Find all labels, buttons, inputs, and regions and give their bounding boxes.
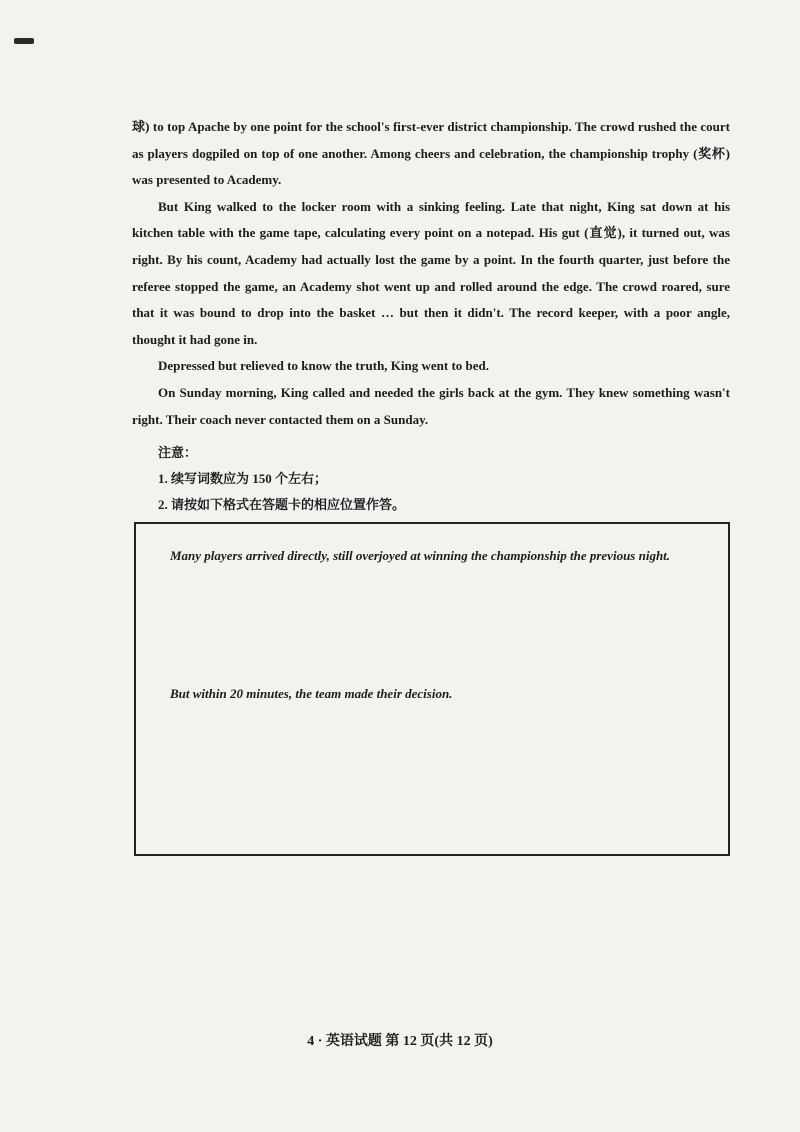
continuation-opening-sentence-2: But within 20 minutes, the team made their decision.: [170, 686, 453, 701]
instructions-heading: 注意：: [158, 445, 198, 460]
instruction-item-2: 2. 请按如下格式在答题卡的相应位置作答。: [158, 497, 406, 512]
instructions: [158, 440, 405, 518]
answer-box: [134, 522, 730, 856]
reading-passage: [132, 114, 730, 433]
passage-paragraph-4: On Sunday morning, King called and needed the girls back at the gym. They knew something wasn't right. Their coach never contacted them on a Sunday.: [132, 384, 730, 427]
scan-mark: [14, 38, 34, 44]
page-footer: 4 · 英语试题 第 12 页(共 12 页): [307, 1034, 493, 1049]
continuation-opening-sentence-1: Many players arrived directly, still overjoyed at winning the championship the previous night.: [170, 548, 671, 563]
passage-paragraph-1: 球) to top Apache by one point for the school's first-ever district championship. The crowd rushed the court as players dogpiled on top of one another. Among cheers and celebration, the championship trophy (奖杯) was presented to Academy.: [132, 119, 730, 188]
instruction-item-1: 1. 续写词数应为 150 个左右；: [158, 471, 328, 486]
passage-paragraph-3: Depressed but relieved to know the truth, King went to bed.: [158, 358, 490, 374]
passage-paragraph-2: But King walked to the locker room with a sinking feeling. Late that night, King sat down at his kitchen table with the game tape, calculating every point on a notepad. His gut (直觉), it turned out, was right. By his count, Academy had actually lost the game by a point. In the fourth quarter, just before the referee stopped the game, an Academy shot went up and rolled around the edge. The crowd roared, sure that it was bound to drop into the basket … but then it didn't. The record keeper, with a poor angle, thought it had gone in.: [132, 198, 730, 347]
